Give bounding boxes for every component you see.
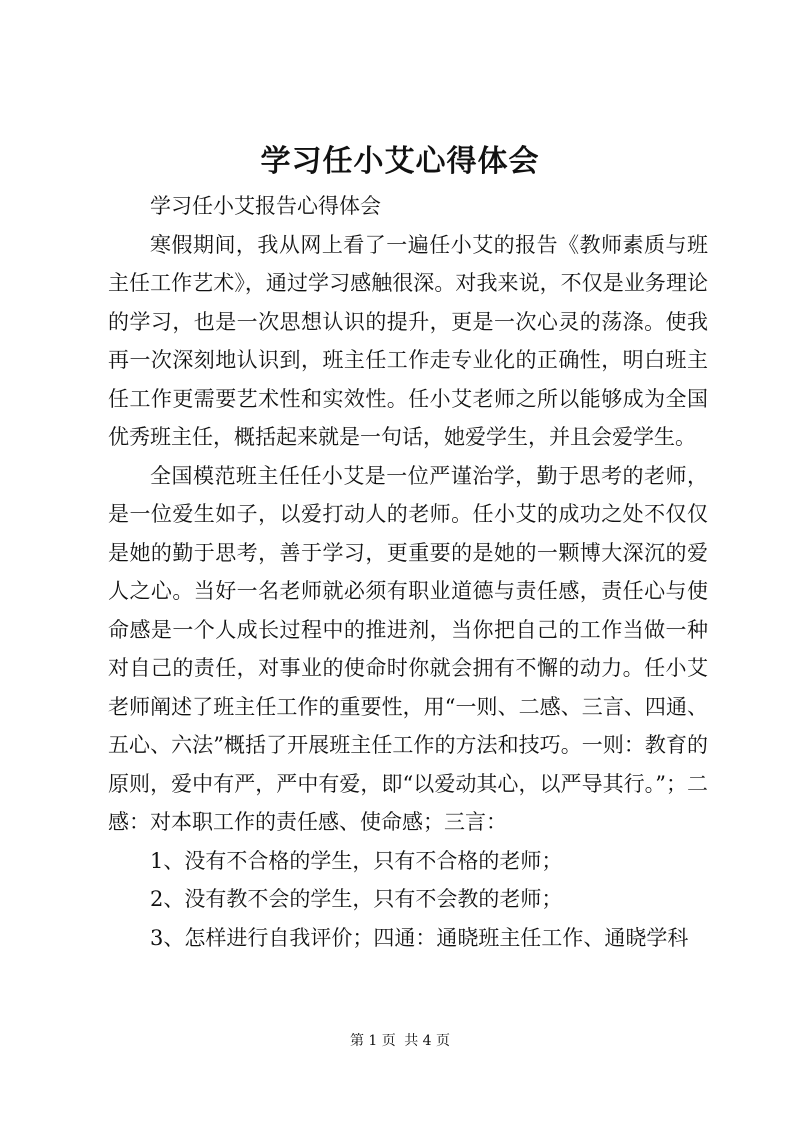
page-footer (0, 1031, 800, 1051)
document-title: 学习任小艾心得体会 (260, 144, 540, 179)
subtitle-paragraph: 学习任小艾报告心得体会 (150, 194, 381, 218)
body-paragraph: 全国模范班主任任小艾是一位严谨治学，勤于思考的老师，是一位爱生如子，以爱打动人的老师。任小艾的成功之处不仅仅是她的勤于思考，善于学习，更重要的是她的一颗博大深沉的爱人之心。当好一名老师就必须有职业道德与责任感，责任心与使命感是一个人成长过程中的推进剂，当你把自己的工作当做一种对自己的责任，对事业的使命时你就会拥有不懈的动力。任小艾老师阐述了班主任工作的重要性，用“一则、二感、三言、四通、五心、六法”概括了开展班主任工作的方法和技巧。一则：教育的原则，爱中有严，严中有爱，即“以爱动其心，以严导其行。”；二感：对本职工作的责任感、使命感；三言： (108, 463, 708, 834)
page-number: 第 1 页 (349, 1033, 396, 1049)
list-item: 3、怎样进行自我评价；四通：通晓班主任工作、通晓学科 (150, 925, 689, 950)
document-body (108, 187, 708, 957)
list-item: 2、没有教不会的学生，只有不会教的老师； (150, 887, 563, 911)
page-total: 共 4 页 (404, 1033, 451, 1049)
body-paragraph: 寒假期间，我从网上看了一遍任小艾的报告《教师素质与班主任工作艺术》，通过学习感触很深。对我来说，不仅是业务理论的学习，也是一次思想认识的提升，更是一次心灵的荡涤。使我再一次深刻地认识到，班主任工作走专业化的正确性，明白班主任工作更需要艺术性和实效性。任小艾老师之所以能够成为全国优秀班主任，概括起来就是一句话，她爱学生，并且会爱学生。 (108, 232, 708, 449)
list-item: 1、没有不合格的学生，只有不合格的老师； (150, 848, 563, 873)
